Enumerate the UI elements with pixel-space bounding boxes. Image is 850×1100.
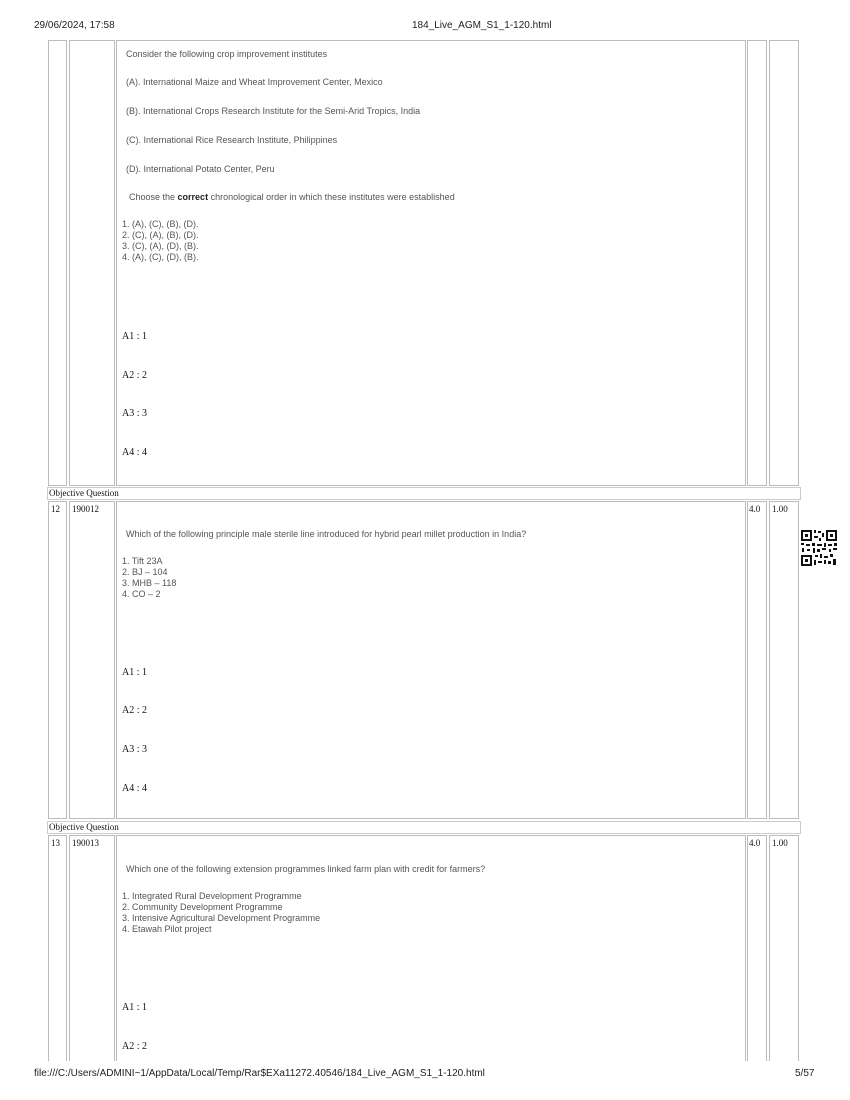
q12-answer-3: A3 : 3 bbox=[122, 744, 147, 755]
print-file-path: file:///C:/Users/ADMINI~1/AppData/Local/Temp/Rar$EXa11272.40546/184_Live_AGM_S1_1-120.html bbox=[34, 1068, 485, 1079]
q12-id: 190012 bbox=[72, 504, 99, 514]
q12-marks-cell bbox=[747, 501, 767, 819]
q12-negative: 1.00 bbox=[772, 504, 788, 514]
q11-item-b: (B). International Crops Research Institute for the Semi-Arid Tropics, India bbox=[126, 106, 421, 116]
q13-number: 13 bbox=[51, 838, 60, 848]
q11-item-a: (A). International Maize and Wheat Improvement Center, Mexico bbox=[126, 77, 383, 87]
q13-option-4: 4. Etawah Pilot project bbox=[122, 924, 212, 934]
q13-options bbox=[122, 891, 320, 935]
q11-marks-cell bbox=[747, 40, 767, 486]
q12-number: 12 bbox=[51, 504, 60, 514]
q13-negative-cell bbox=[769, 835, 799, 1061]
q13-marks-cell bbox=[747, 835, 767, 1061]
q13-answer-2: A2 : 2 bbox=[122, 1041, 147, 1052]
q12-options bbox=[122, 556, 176, 600]
q11-options bbox=[122, 219, 199, 263]
q13-marks: 4.0 bbox=[749, 838, 761, 848]
q13-negative: 1.00 bbox=[772, 838, 788, 848]
q13-section-bar bbox=[47, 821, 801, 834]
q12-number-cell bbox=[48, 501, 67, 819]
q11-item-c: (C). International Rice Research Institute, Philippines bbox=[126, 135, 338, 145]
q11-answer-1: A1 : 1 bbox=[122, 331, 147, 342]
q11-option-3: 3. (C), (A), (D), (B). bbox=[122, 241, 199, 251]
q12-option-2: 2. BJ – 104 bbox=[122, 567, 168, 577]
print-datetime: 29/06/2024, 17:58 bbox=[34, 20, 115, 31]
q13-number-cell bbox=[48, 835, 67, 1061]
print-title: 184_Live_AGM_S1_1-120.html bbox=[412, 20, 552, 31]
q12-section-label: Objective Question bbox=[49, 488, 119, 498]
q11-item-d: (D). International Potato Center, Peru bbox=[126, 164, 275, 174]
q13-option-3: 3. Intensive Agricultural Development Programme bbox=[122, 913, 321, 923]
q12-content-cell bbox=[116, 501, 746, 819]
q11-answer-3: A3 : 3 bbox=[122, 408, 147, 419]
q13-question-text: Which one of the following extension programmes linked farm plan with credit for farmers? bbox=[126, 864, 486, 874]
q11-option-2: 2. (C), (A), (B), (D). bbox=[122, 230, 199, 240]
q11-choose-instruction: Choose the correct chronological order in which these institutes were established bbox=[129, 192, 455, 202]
q11-negative-cell bbox=[769, 40, 799, 486]
q12-section-bar bbox=[47, 487, 801, 500]
q13-id-cell bbox=[69, 835, 115, 1061]
q12-question-text: Which of the following principle male sterile line introduced for hybrid pearl millet production in India? bbox=[126, 529, 527, 539]
q13-id: 190013 bbox=[72, 838, 99, 848]
q12-marks: 4.0 bbox=[749, 504, 761, 514]
q12-option-1: 1. Tift 23A bbox=[122, 556, 163, 566]
qr-code-icon bbox=[800, 529, 838, 567]
q12-option-4: 4. CO – 2 bbox=[122, 589, 161, 599]
q11-answer-4: A4 : 4 bbox=[122, 447, 147, 458]
q11-number-cell bbox=[48, 40, 67, 486]
q13-answer-1: A1 : 1 bbox=[122, 1002, 147, 1013]
q13-section-label: Objective Question bbox=[49, 822, 119, 832]
q13-option-2: 2. Community Development Programme bbox=[122, 902, 283, 912]
q11-intro: Consider the following crop improvement institutes bbox=[126, 49, 328, 59]
q12-answer-2: A2 : 2 bbox=[122, 705, 147, 716]
q12-answer-4: A4 : 4 bbox=[122, 783, 147, 794]
q11-id-cell bbox=[69, 40, 115, 486]
q12-id-cell bbox=[69, 501, 115, 819]
q12-negative-cell bbox=[769, 501, 799, 819]
q12-answer-1: A1 : 1 bbox=[122, 667, 147, 678]
q11-option-1: 1. (A), (C), (B), (D). bbox=[122, 219, 199, 229]
q12-option-3: 3. MHB – 118 bbox=[122, 578, 177, 588]
print-page-number: 5/57 bbox=[795, 1068, 815, 1079]
q11-option-4: 4. (A), (C), (D), (B). bbox=[122, 252, 199, 262]
q11-answer-2: A2 : 2 bbox=[122, 370, 147, 381]
q13-option-1: 1. Integrated Rural Development Programme bbox=[122, 891, 302, 901]
